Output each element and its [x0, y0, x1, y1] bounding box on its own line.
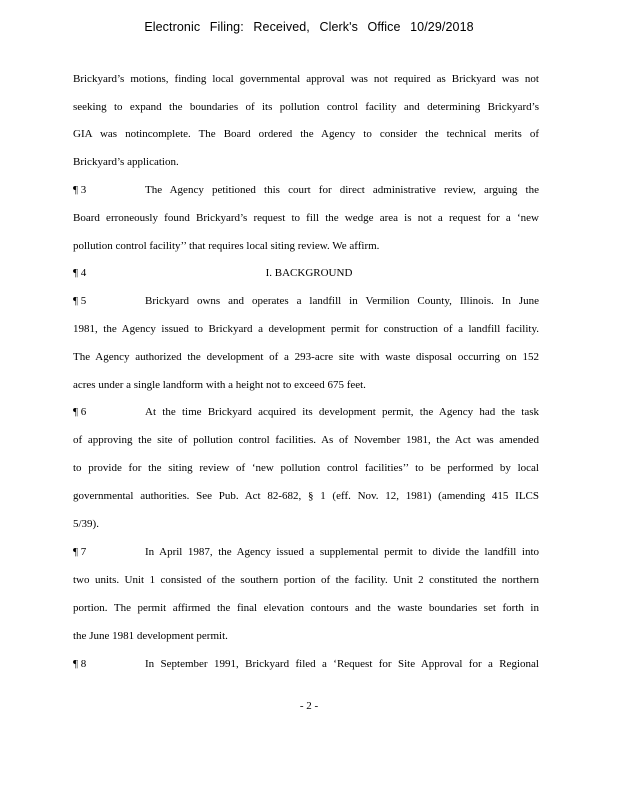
filing-stamp-header: Electronic Filing: Received, Clerk's Office 10/29/2018 — [144, 20, 474, 34]
body-text-line: acres under a single landform with a height not to exceed 675 feet. — [73, 379, 366, 391]
body-text-line: Brickyard owns and operates a landfill in Vermilion County, Illinois. In June — [145, 295, 539, 307]
body-text-line: two units. Unit 1 consisted of the southern portion of the facility. Unit 2 constituted the northern — [73, 574, 539, 586]
paragraph-mark: ¶ 8 — [73, 658, 87, 670]
body-text-line: The Agency authorized the development of a 293-acre site with waste disposal occurring on 152 — [73, 351, 539, 363]
body-text-line: the June 1981 development permit. — [73, 630, 228, 642]
paragraph-mark: ¶ 3 — [73, 184, 87, 196]
body-text-line: Board erroneously found Brickyard’s request to fill the wedge area is not a request for a ‘new — [73, 212, 539, 224]
body-text-line: portion. The permit affirmed the final elevation contours and the waste boundaries set forth in — [73, 602, 539, 614]
body-text-line: of approving the site of pollution control facilities. As of November 1981, the Act was amended — [73, 434, 539, 446]
paragraph-mark: ¶ 4 — [73, 267, 87, 279]
section-heading: I. BACKGROUND — [265, 267, 353, 279]
body-text-line: GIA was notincomplete. The Board ordered the Agency to consider the technical merits of — [73, 128, 539, 140]
paragraph-mark: ¶ 6 — [73, 406, 87, 418]
body-text-line: Brickyard’s application. — [73, 156, 179, 168]
body-text-line: At the time Brickyard acquired its development permit, the Agency had the task — [145, 406, 539, 418]
body-text-line: to provide for the siting review of ‘new pollution control facilities’’ to be performed by local — [73, 462, 539, 474]
body-text-line: 5/39). — [73, 518, 99, 530]
body-text-line: In September 1991, Brickyard filed a ‘Request for Site Approval for a Regional — [145, 658, 539, 670]
body-text-line: seeking to expand the boundaries of its pollution control facility and determining Brickyard’s — [73, 101, 539, 113]
body-text-line: pollution control facility’’ that requires local siting review. We affirm. — [73, 240, 380, 252]
body-text-line: The Agency petitioned this court for direct administrative review, arguing the — [145, 184, 539, 196]
body-text-line: governmental authorities. See Pub. Act 82-682, § 1 (eff. Nov. 12, 1981) (amending 415 ILCS — [73, 490, 539, 502]
paragraph-mark: ¶ 7 — [73, 546, 87, 558]
body-text-line: 1981, the Agency issued to Brickyard a development permit for construction of a landfill facility. — [73, 323, 539, 335]
paragraph-mark: ¶ 5 — [73, 295, 87, 307]
body-text-line: In April 1987, the Agency issued a supplemental permit to divide the landfill into — [145, 546, 539, 558]
body-text-line: Brickyard’s motions, finding local governmental approval was not required as Brickyard was not — [73, 73, 539, 85]
page-number: - 2 - — [299, 700, 319, 712]
